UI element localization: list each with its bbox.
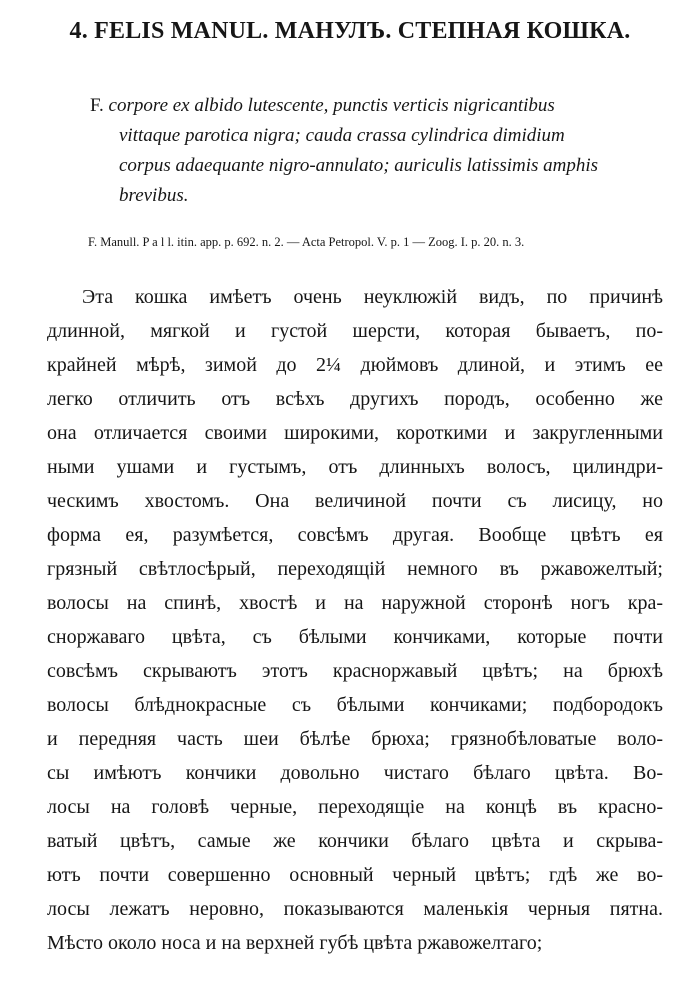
text-line: она отличается своими широкими, короткими и закругленными [47,422,663,444]
text-line: ватый цвѣтъ, самые же кончики бѣлаго цвѣта и скрыва- [47,830,663,852]
text-line: лосы лежатъ неровно, показываются маленькія черныя пятна. [47,898,663,920]
text-line: Эта кошка имѣетъ очень неуклюжій видъ, по причинѣ [82,286,663,308]
diagnosis-text: corpore ex albido lutescente, punctis verticis nigricantibus [108,95,555,116]
genus-abbreviation: F. [90,95,104,116]
text-line: лосы на головѣ черные, переходящіе на концѣ въ красно- [47,796,663,818]
species-heading: 4. FELIS MANUL. МАНУЛЪ. СТЕПНАЯ КОШКА. [69,18,631,44]
text-line: совсѣмъ скрываютъ этотъ красноржавый цвѣтъ; на брюхѣ [47,660,663,682]
text-line: форма ея, разумѣется, совсѣмъ другая. Вообще цвѣтъ ея [47,524,663,546]
text-line: и передняя часть шеи бѣлѣе брюха; грязнобѣловатые воло- [47,728,663,750]
diagnosis-line: vittaque parotica nigra; cauda crassa cylindrica dimidium [119,125,565,146]
text-line: сноржаваго цвѣта, съ бѣлыми кончиками, которые почти [47,626,663,648]
text-line: длинной, мягкой и густой шерсти, которая бываетъ, по- [47,320,663,342]
text-line: ными ушами и густымъ, отъ длинныхъ волосъ, цилиндри- [47,456,663,478]
text-line: ческимъ хвостомъ. Она величиной почти съ лисицу, но [47,490,663,512]
text-line: сы имѣютъ кончики довольно чистаго бѣлаго цвѣта. Во- [47,762,663,784]
diagnosis-line [90,91,660,121]
text-line: волосы блѣднокрасные съ бѣлыми кончиками; подбородокъ [47,694,663,716]
diagnosis-line: corpus adaequante nigro-annulato; auriculis latissimis amphis [119,155,599,176]
text-line: крайней мѣрѣ, зимой до 2¼ дюймовъ длиной, и этимъ ее [47,354,663,376]
text-line: волосы на спинѣ, хвостѣ и на наружной сторонѣ ногъ кра- [47,592,663,614]
text-line: Мѣсто около носа и на верхней губѣ цвѣта ржавожелтаго; [47,932,543,954]
text-line: ютъ почти совершенно основный черный цвѣтъ; гдѣ же во- [47,864,663,886]
latin-diagnosis [90,91,660,211]
diagnosis-line: brevibus. [119,185,189,206]
literature-references: F. Manull. P a l l. itin. app. p. 692. n. 2. — Acta Petropol. V. p. 1 — Zoog. I. p. 20. n. 3. [88,235,525,249]
text-line: грязный свѣтлосѣрый, переходящій немного въ ржавожелтый; [47,558,663,580]
text-line: легко отличить отъ всѣхъ другихъ породъ, особенно же [47,388,663,410]
